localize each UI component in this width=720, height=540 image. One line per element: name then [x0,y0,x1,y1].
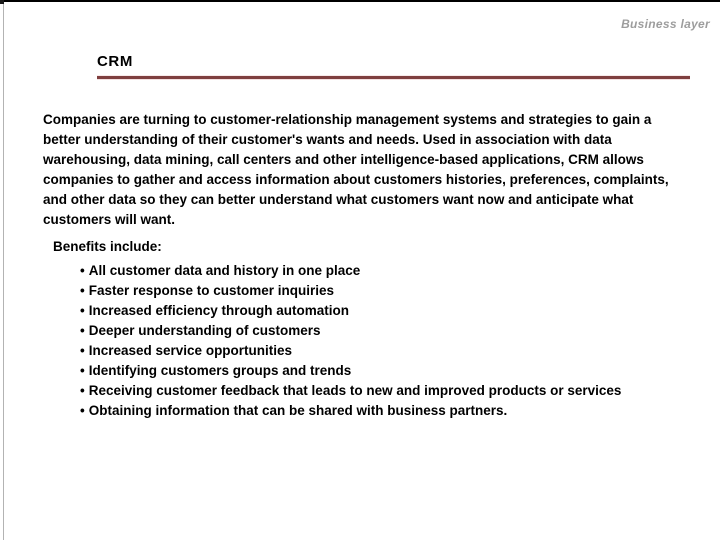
benefit-list-item [80,261,680,281]
benefit-list-item [80,341,680,361]
bullet-icon: • [80,403,85,418]
benefit-list-item [80,361,680,381]
title-underline-rule [97,76,690,79]
benefit-item-text: Receiving customer feedback that leads to new and improved products or services [88,383,622,398]
benefit-list-item [80,301,680,321]
slide-header-label: Business layer [621,17,710,31]
body-paragraph: Companies are turning to customer-relationship management systems and strategies to gain a better understanding of their customer's wants and needs. Used in association with data warehousing, data mining, call centers and other intelligence-based applications, CRM allows companies to gather and access information about customers histories, preferences, complaints, and other data so they can better understand what customers want now and anticipate what customers will want. [43,112,669,227]
slide-left-border [3,2,4,540]
slide-corner-mark [0,0,4,4]
benefit-item-text: All customer data and history in one place [88,263,361,278]
bullet-icon: • [80,303,85,318]
bullet-icon: • [80,383,85,398]
slide-top-border [0,0,720,2]
benefit-list-item [80,401,680,421]
slide-title: CRM [97,53,133,70]
benefit-item-text: Faster response to customer inquiries [88,283,335,298]
bullet-icon: • [80,323,85,338]
benefit-item-text: Identifying customers groups and trends [88,363,352,378]
bullet-icon: • [80,283,85,298]
benefit-item-text: Increased service opportunities [88,343,293,358]
benefits-bullet-list [80,261,680,421]
benefit-item-text: Deeper understanding of customers [88,323,321,338]
benefit-item-text: Increased efficiency through automation [88,303,350,318]
bullet-icon: • [80,363,85,378]
benefit-item-text: Obtaining information that can be shared with business partners. [88,403,508,418]
benefit-list-item [80,381,680,401]
bullet-icon: • [80,343,85,358]
benefit-list-item [80,321,680,341]
bullet-icon: • [80,263,85,278]
benefits-heading: Benefits include: [53,239,162,254]
benefit-list-item [80,281,680,301]
